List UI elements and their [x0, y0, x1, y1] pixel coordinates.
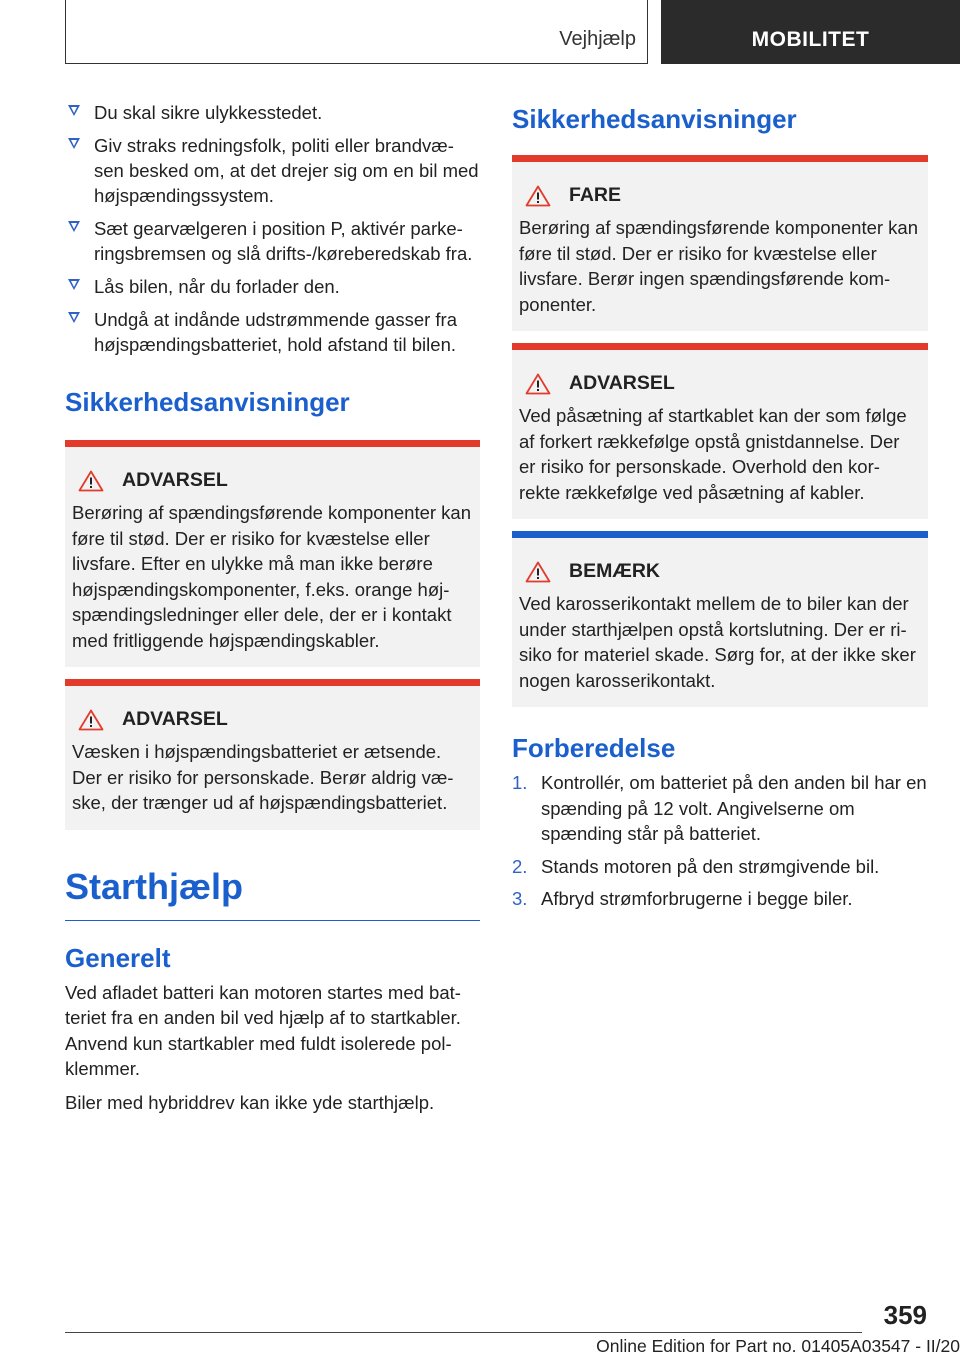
triangle-bullet-icon [68, 138, 80, 149]
list-item: Giv straks redningsfolk, politi eller brandvæ-sen besked om, at det drejer sig om en bil med højspændingssystem. [65, 133, 480, 208]
warning-box [65, 440, 480, 667]
warning-box [65, 679, 480, 830]
triangle-bullet-icon [68, 279, 80, 290]
warning-bar [65, 440, 480, 447]
triangle-bullet-icon [68, 312, 80, 323]
warning-triangle-icon [78, 709, 104, 731]
warning-text: Berøring af spændingsførende komponenter kan føre til stød. Der er risiko for kvæstelse eller livsfare. Efter en ulykke må man ikke berøre højspændingskomponenter, f.eks. orange høj-spændingsledninger eller dele, der er i kontakt med fritliggende højspændingskabler. [72, 502, 471, 651]
footer-rule [65, 1332, 862, 1333]
notice-label: BEMÆRK [569, 560, 660, 582]
triangle-bullet-icon [68, 221, 80, 232]
step-item: 2. Stands motoren på den strømgivende bil. [512, 855, 880, 877]
list-item: Undgå at indånde udstrømmende gasser fra højspændingsbatteriet, hold afstand til bilen. [65, 307, 480, 357]
warning-text: Væsken i højspændingsbatteriet er ætsende. Der er risiko for personskade. Berør aldrig væ-ske, der trænger ud af højspændingsbatteriet. [72, 741, 454, 813]
notice-text: Ved karosserikontakt mellem de to biler kan der under starthjælpen opstå kortslutning. Der er ri-siko for materiel skade. Sørg for, at der ikke sker nogen karosserikontakt. [519, 593, 916, 691]
heading-rule [65, 920, 480, 921]
starthelp-heading: Starthjælp [65, 865, 244, 907]
general-paragraph: Biler med hybriddrev kan ikke yde starthjælp. [65, 1091, 435, 1113]
danger-box [512, 155, 928, 331]
warning-text: Ved påsætning af startkablet kan der som følge af forkert rækkefølge opstå gnistdannelse. Der er risiko for personskade. Overhold den kor-rekte rækkefølge ved påsætning af kabler. [519, 405, 907, 503]
warning-triangle-icon [525, 185, 551, 207]
warning-triangle-icon [525, 373, 551, 395]
warning-box [512, 343, 928, 519]
general-heading: Generelt [65, 942, 171, 973]
danger-bar [512, 155, 928, 162]
warning-label: ADVARSEL [122, 708, 228, 730]
list-item: Lås bilen, når du forlader den. [65, 274, 480, 299]
edition-text: Online Edition for Part no. 01405A03547 - II/20 [596, 1336, 960, 1356]
notice-box [512, 531, 928, 707]
chapter-title: MOBILITET [661, 0, 960, 64]
step-item: 1. Kontrollér, om batteriet på den anden bil har en spænding på 12 volt. Angivelserne om spænding står på batteriet. [512, 772, 927, 844]
warning-bar [512, 343, 928, 350]
left-column [65, 100, 480, 1123]
warning-triangle-icon [78, 470, 104, 492]
list-item: Sæt gearvælgeren i position P, aktivér parke-ringsbremsen og slå drifts-/køreberedskab fra. [65, 216, 480, 266]
notice-bar [512, 531, 928, 538]
safety-heading: Sikkerhedsanvisninger [512, 104, 797, 134]
warning-label: ADVARSEL [122, 469, 228, 491]
general-paragraph: Ved afladet batteri kan motoren startes med bat-teriet fra en anden bil ved hjælp af to startkabler. Anvend kun startkabler med fuldt isolerede pol-klemmer. [65, 981, 461, 1079]
danger-label: FARE [569, 184, 622, 206]
page-number: 359 [883, 1300, 927, 1330]
preparation-steps [512, 770, 928, 912]
notice-triangle-icon [525, 561, 551, 583]
section-title: Vejhjælp [559, 28, 636, 50]
warning-bar [65, 679, 480, 686]
warning-label: ADVARSEL [569, 372, 675, 394]
right-column [512, 100, 928, 919]
triangle-bullet-icon [68, 105, 80, 116]
preparation-heading: Forberedelse [512, 733, 676, 763]
list-item: Du skal sikre ulykkesstedet. [65, 100, 480, 125]
safety-bullet-list [65, 100, 480, 357]
danger-text: Berøring af spændingsførende komponenter kan føre til stød. Der er risiko for kvæstelse eller livsfare. Berør ingen spændingsførende kom-ponenter. [519, 217, 918, 315]
safety-heading: Sikkerhedsanvisninger [65, 387, 350, 417]
step-item: 3. Afbryd strømforbrugerne i begge biler. [512, 888, 853, 909]
